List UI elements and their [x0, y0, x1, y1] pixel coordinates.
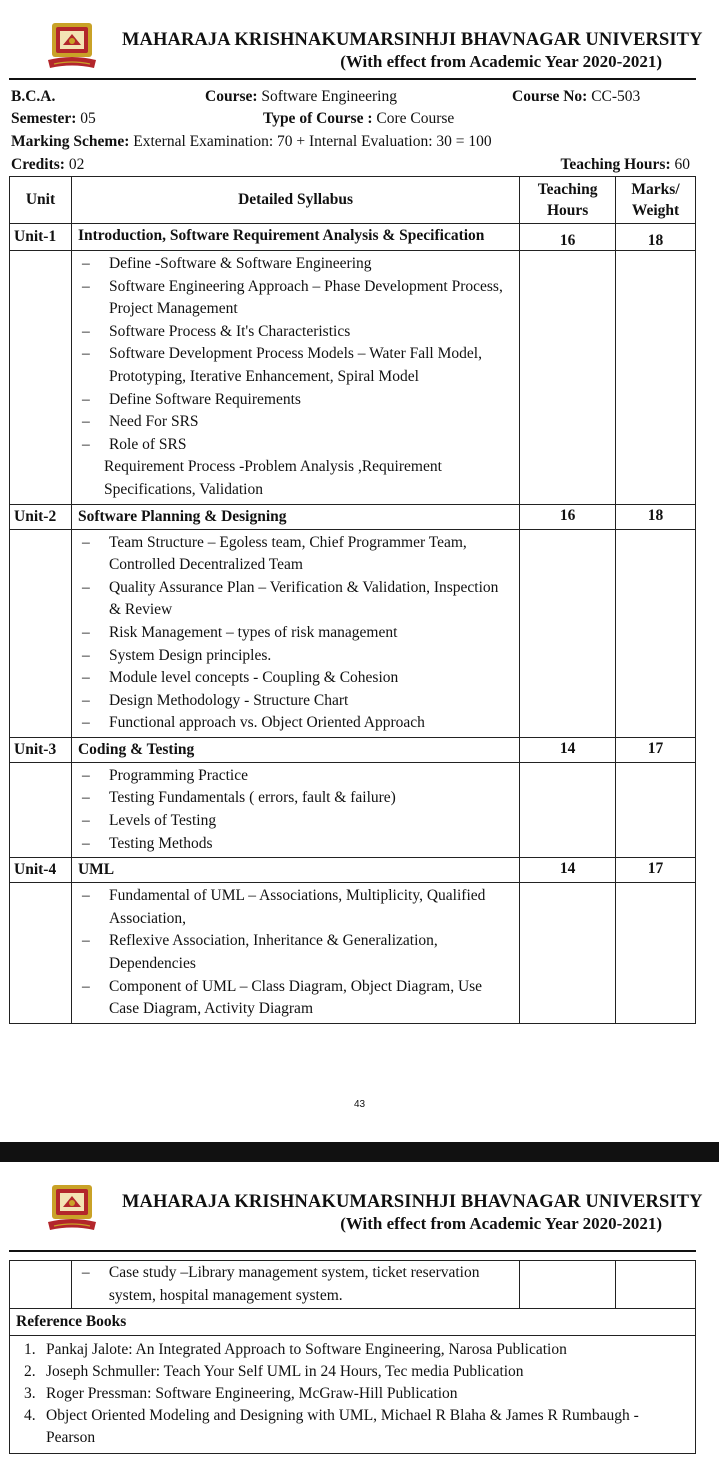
- list-item: – System Design principles.: [81, 646, 272, 664]
- unit-label: Unit-4: [10, 858, 72, 883]
- syllabus-table: [9, 176, 696, 1024]
- university-logo-icon: [46, 20, 98, 72]
- table-row: [10, 1261, 696, 1309]
- topic-text: Testing Fundamentals ( errors, fault & failure): [108, 789, 396, 807]
- unit-title: Software Planning & Designing: [71, 504, 519, 529]
- topic-text: Testing Methods: [108, 834, 213, 852]
- list-item: – Define -Software & Software Engineering: [81, 255, 372, 272]
- university-logo-icon: [46, 1182, 98, 1234]
- unit-topics-row: [10, 251, 696, 505]
- case-study-text: Case study –Library management system, ticket reservation system, hospital management system.: [108, 1264, 480, 1304]
- unit-teaching-hours: 14: [520, 737, 616, 762]
- program: B.C.A.: [11, 88, 56, 105]
- topic-text: Module level concepts - Coupling & Cohesion: [108, 669, 399, 687]
- list-item: – Functional approach vs. Object Oriented Approach: [81, 714, 425, 732]
- reference-text: Object Oriented Modeling and Designing with UML, Michael R Blaha & James R Rumbaugh - Pearson: [46, 1407, 639, 1447]
- unit-teaching-hours: 16: [520, 224, 616, 251]
- university-name: MAHARAJA KRISHNAKUMARSINHJI BHAVNAGAR UNIVERSITY: [122, 1192, 703, 1212]
- topic-text: Fundamental of UML – Associations, Multiplicity, Qualified Association,: [108, 887, 486, 927]
- unit-marks: 18: [616, 224, 696, 251]
- unit-title: Introduction, Software Requirement Analysis & Specification: [71, 224, 519, 251]
- list-item: – Team Structure – Egoless team, Chief Programmer Team, Controlled Decentralized Team: [81, 533, 467, 574]
- course-meta: [9, 88, 696, 178]
- unit-marks: 17: [616, 737, 696, 762]
- list-item: – Risk Management – types of risk management: [81, 623, 398, 641]
- col-unit: Unit: [10, 177, 72, 224]
- reference-item: 4. Object Oriented Modeling and Designing with UML, Michael R Blaha & James R Rumbaugh - Pearson: [24, 1407, 639, 1447]
- list-item: – Reflexive Association, Inheritance & Generalization, Dependencies: [81, 932, 438, 973]
- page-separator: [0, 1142, 719, 1162]
- unit-title: UML: [71, 858, 519, 883]
- topic-text: Need For SRS: [108, 413, 199, 431]
- topic-text: Risk Management – types of risk management: [108, 623, 398, 641]
- university-name: MAHARAJA KRISHNAKUMARSINHJI BHAVNAGAR UNIVERSITY: [122, 30, 703, 50]
- topic-text: Requirement Process -Problem Analysis ,Requirement Specifications, Validation: [103, 458, 442, 498]
- topic-text: Component of UML – Class Diagram, Object Diagram, Use Case Diagram, Activity Diagram: [108, 977, 483, 1018]
- list-item: – Software Process & It's Characteristics: [81, 322, 351, 340]
- unit-topics-row: [10, 883, 696, 1024]
- topic-text: Quality Assurance Plan – Verification & Validation, Inspection & Review: [108, 578, 499, 619]
- unit-topics-row: [10, 762, 696, 857]
- col-teaching-hours: Teaching Hours: [520, 177, 616, 224]
- topic-list: [72, 763, 519, 857]
- page-number: 43: [353, 1099, 366, 1110]
- reference-item: 2. Joseph Schmuller: Teach Your Self UML in 24 Hours, Tec media Publication: [24, 1363, 524, 1381]
- semester: Semester: 05: [11, 110, 96, 127]
- list-item: – Testing Methods: [81, 834, 213, 852]
- teaching-hours: Teaching Hours: 60: [560, 156, 690, 173]
- page-44: [0, 1162, 719, 1461]
- unit-marks: 18: [616, 504, 696, 529]
- topic-text: Team Structure – Egoless team, Chief Programmer Team, Controlled Decentralized Team: [108, 533, 467, 574]
- topic-text: Software Process & It's Characteristics: [108, 322, 351, 340]
- course-number: Course No: CC-503: [512, 88, 641, 105]
- reference-heading-row: [10, 1309, 696, 1336]
- course-name: Course: Software Engineering: [205, 88, 397, 105]
- references-row: [10, 1336, 696, 1454]
- topic-text: Define Software Requirements: [108, 390, 301, 408]
- list-item: – Software Development Process Models – Water Fall Model, Prototyping, Iterative Enhancement, Spiral Model: [81, 345, 482, 385]
- reference-item: 1. Pankaj Jalote: An Integrated Approach to Software Engineering, Narosa Publication: [24, 1341, 567, 1359]
- list-item: – Case study –Library management system, ticket reservation system, hospital management system.: [81, 1264, 480, 1304]
- header-rule: [9, 1250, 696, 1252]
- list-item: [82, 456, 513, 501]
- university-header: [0, 20, 719, 76]
- course-type: Type of Course : Core Course: [263, 110, 455, 127]
- list-item: – Levels of Testing: [81, 812, 217, 830]
- col-syllabus: Detailed Syllabus: [71, 177, 519, 224]
- list-item: – Component of UML – Class Diagram, Object Diagram, Use Case Diagram, Activity Diagram: [81, 977, 483, 1018]
- list-item: – Fundamental of UML – Associations, Multiplicity, Qualified Association,: [81, 887, 486, 927]
- marking-scheme: Marking Scheme: External Examination: 70 + Internal Evaluation: 30 = 100: [11, 133, 492, 150]
- list-item: – Need For SRS: [81, 413, 199, 431]
- topic-text: Define -Software & Software Engineering: [108, 255, 372, 272]
- unit-topics-row: [10, 529, 696, 737]
- header-rule: [9, 78, 696, 80]
- unit-teaching-hours: 16: [520, 504, 616, 529]
- reference-text: Roger Pressman: Software Engineering, McGraw-Hill Publication: [46, 1385, 458, 1403]
- list-item: – Module level concepts - Coupling & Cohesion: [81, 669, 399, 687]
- syllabus-table-continued: [9, 1260, 696, 1454]
- reference-list: [10, 1336, 695, 1453]
- unit-title: Coding & Testing: [71, 737, 519, 762]
- topic-list: [72, 251, 519, 504]
- reference-item: 3. Roger Pressman: Software Engineering, McGraw-Hill Publication: [24, 1385, 458, 1403]
- topic-text: Reflexive Association, Inheritance & Generalization, Dependencies: [108, 932, 438, 973]
- unit-row: [10, 737, 696, 762]
- unit-label: Unit-2: [10, 504, 72, 529]
- unit-marks: 17: [616, 858, 696, 883]
- topic-text: Role of SRS: [108, 435, 187, 453]
- effective-year: (With effect from Academic Year 2020-2021): [340, 52, 662, 71]
- list-item: – Programming Practice: [81, 766, 248, 784]
- list-item: – Define Software Requirements: [81, 390, 301, 408]
- table-header-row: [10, 177, 696, 224]
- unit-teaching-hours: 14: [520, 858, 616, 883]
- list-item: – Role of SRS: [81, 435, 187, 453]
- unit-label: Unit-1: [10, 224, 72, 251]
- topic-text: System Design principles.: [108, 646, 272, 664]
- col-marks-weight: Marks/ Weight: [616, 177, 696, 224]
- university-header-2: [0, 1182, 719, 1238]
- effective-year: (With effect from Academic Year 2020-2021): [340, 1214, 662, 1233]
- topic-text: Levels of Testing: [108, 812, 217, 830]
- list-item: – Design Methodology - Structure Chart: [81, 691, 349, 709]
- topic-list: [72, 883, 519, 1023]
- list-item: – Software Engineering Approach – Phase Development Process, Project Management: [81, 277, 503, 318]
- reference-text: Joseph Schmuller: Teach Your Self UML in 24 Hours, Tec media Publication: [46, 1363, 524, 1381]
- topic-list: [72, 530, 519, 737]
- topic-text: Programming Practice: [108, 766, 248, 784]
- unit-row: [10, 504, 696, 529]
- reference-text: Pankaj Jalote: An Integrated Approach to Software Engineering, Narosa Publication: [46, 1341, 567, 1359]
- unit-row: [10, 858, 696, 883]
- credits: Credits: 02: [11, 156, 85, 173]
- topic-text: Software Engineering Approach – Phase Development Process, Project Management: [108, 277, 503, 318]
- topic-text: Functional approach vs. Object Oriented Approach: [108, 714, 425, 732]
- topic-text: Software Development Process Models – Water Fall Model, Prototyping, Iterative Enhancement, Spiral Model: [108, 345, 482, 385]
- topic-text: Design Methodology - Structure Chart: [108, 691, 349, 709]
- list-item: – Testing Fundamentals ( errors, fault & failure): [81, 789, 396, 807]
- unit-row: [10, 224, 696, 251]
- reference-books-heading: Reference Books: [10, 1309, 696, 1336]
- unit-label: Unit-3: [10, 737, 72, 762]
- list-item: – Quality Assurance Plan – Verification & Validation, Inspection & Review: [81, 578, 499, 619]
